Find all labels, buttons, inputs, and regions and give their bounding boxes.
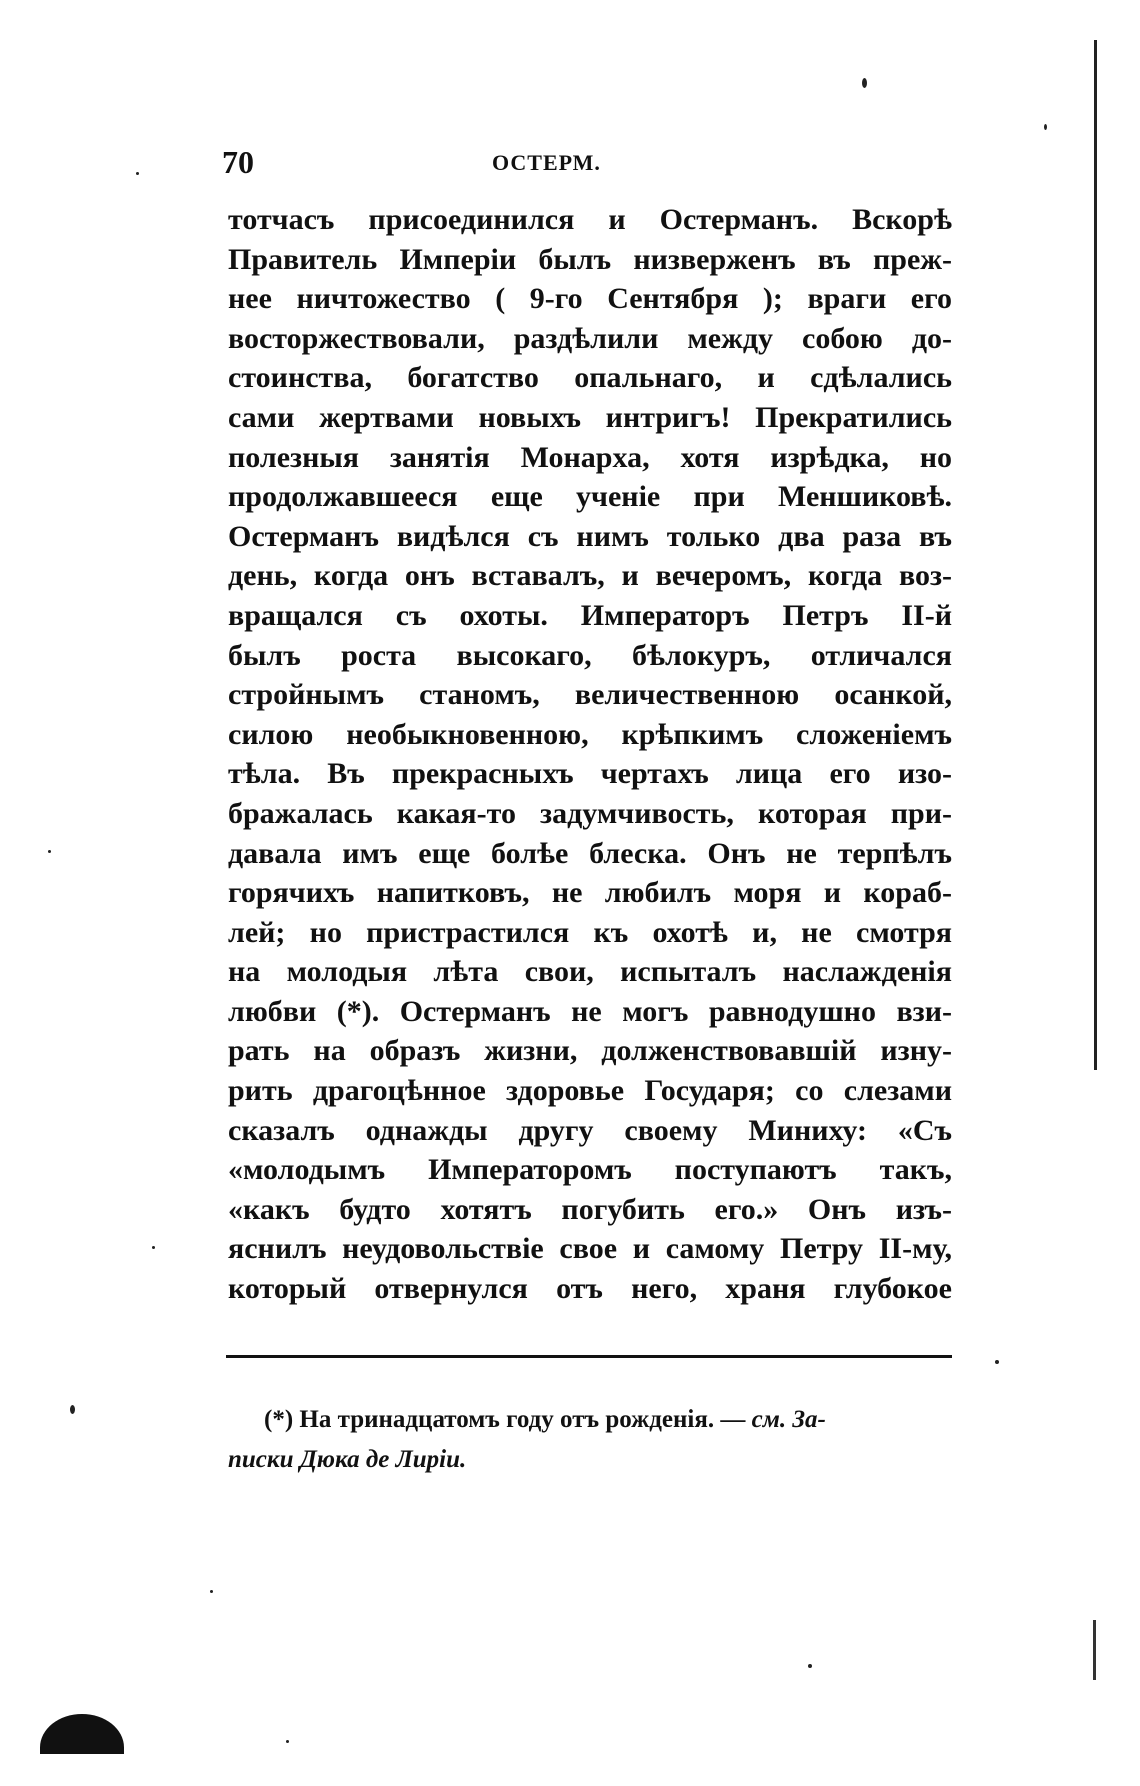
ink-speck: [862, 78, 867, 88]
footnote: [228, 1400, 952, 1480]
text-line: рать на образъ жизни, долженствовавшій изну-: [228, 1034, 952, 1068]
text-line: полезныя занятія Монарха, хотя изрѣдка, но: [228, 440, 952, 474]
text-line: восторжествовали, раздѣлили между собою до-: [228, 321, 952, 355]
page-header: [222, 142, 952, 182]
text-line: горячихъ напитковъ, не любилъ моря и кораб-: [228, 876, 952, 910]
text-line: лей; но пристрастился къ охотѣ и, не смотря: [228, 915, 952, 949]
ink-speck: [136, 172, 139, 175]
ink-speck: [1044, 124, 1047, 130]
ink-speck: [808, 1664, 812, 1668]
ink-speck: [152, 1246, 155, 1249]
text-line: стройнымъ станомъ, величественною осанкой,: [228, 678, 952, 712]
ink-speck: [48, 850, 51, 853]
ink-speck: [286, 1740, 289, 1743]
page-edge-shadow: [1094, 40, 1097, 1070]
footnote-reference: см. За-: [751, 1406, 826, 1433]
text-line: любви (*). Остерманъ не могъ равнодушно взи-: [228, 994, 952, 1028]
text-line: тотчасъ присоединился и Остерманъ. Вскорѣ: [228, 203, 952, 236]
page-number: 70: [222, 144, 254, 180]
text-line: продолжавшееся еще ученіе при Меншиковѣ.: [228, 480, 952, 514]
ink-speck: [995, 1360, 999, 1364]
footnote-marker: (*): [264, 1406, 294, 1433]
text-line: былъ роста высокаго, бѣлокуръ, отличался: [228, 638, 952, 672]
text-line: нее ничтожество ( 9-го Сентября ); враги его: [228, 282, 952, 316]
text-line: сами жертвами новыхъ интригъ! Прекратились: [228, 400, 952, 434]
text-line: сказалъ однажды другу своему Миниху: «Съ: [228, 1113, 952, 1147]
text-line: стоинства, богатство опальнаго, и сдѣлались: [228, 361, 952, 395]
text-line: Остерманъ видѣлся съ нимъ только два раза въ: [228, 519, 952, 553]
text-line: давала имъ еще болѣе блеска. Онъ не терпѣлъ: [228, 836, 952, 870]
footnote-reference-cont: писки Дюка де Лиріи.: [228, 1446, 467, 1473]
text-line: рить драгоцѣнное здоровье Государя; со слезами: [228, 1074, 952, 1108]
page-edge-shadow-lower: [1093, 1620, 1096, 1680]
text-line: «какъ будто хотятъ погубить его.» Онъ изъ-: [228, 1192, 952, 1226]
running-head: ОСТЕРМ.: [492, 150, 601, 175]
text-line: вращался съ охоты. Императоръ Петръ II-й: [228, 598, 952, 632]
text-line: который отвернулся отъ него, храня глубокое: [228, 1272, 952, 1306]
text-line: день, когда онъ вставалъ, и вечеромъ, когда воз-: [228, 559, 952, 593]
footnote-line-2: [228, 1440, 952, 1480]
ink-blot: [40, 1714, 124, 1754]
text-line: на молодыя лѣта свои, испыталъ наслажденія: [228, 955, 952, 989]
text-line: яснилъ неудовольствіе свое и самому Петру II-му,: [228, 1232, 952, 1266]
body-text: [228, 200, 952, 1309]
text-line: Правитель Имперіи былъ низверженъ въ преж-: [228, 242, 952, 276]
text-line: силою необыкновенною, крѣпкимъ сложеніемъ: [228, 717, 952, 751]
footnote-text: На тринадцатомъ году отъ рожденія. —: [299, 1406, 752, 1433]
ink-speck: [70, 1405, 75, 1414]
text-line: «молодымъ Императоромъ поступаютъ такъ,: [228, 1153, 952, 1187]
footnote-rule: [226, 1355, 952, 1358]
ink-speck: [210, 1590, 213, 1593]
footnote-line-1: [228, 1400, 952, 1440]
text-line: бражалась какая-то задумчивость, которая при-: [228, 796, 952, 830]
text-line: тѣла. Въ прекрасныхъ чертахъ лица его изо-: [228, 757, 952, 791]
